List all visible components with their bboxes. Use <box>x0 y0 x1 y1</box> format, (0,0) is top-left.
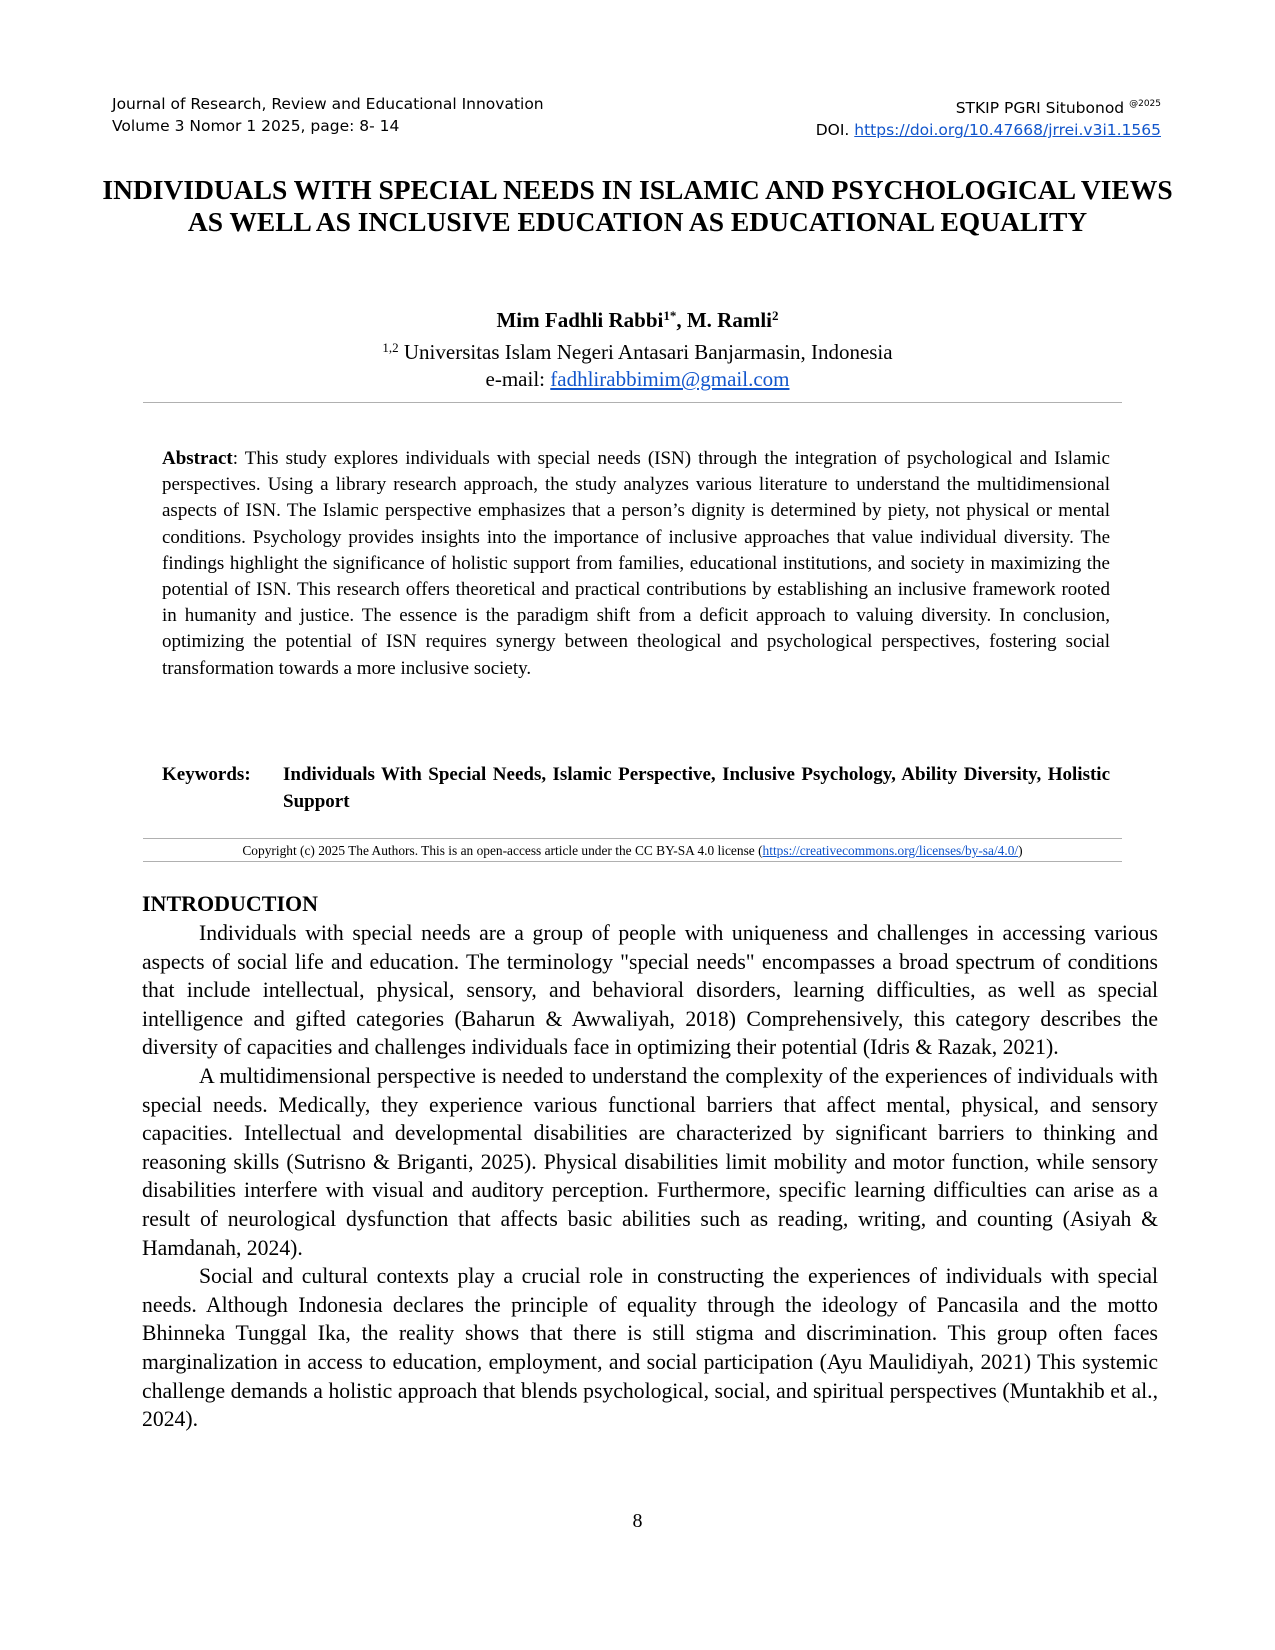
doi-label: DOI. <box>815 121 850 139</box>
keywords-label: Keywords: <box>162 764 251 785</box>
author-names: Mim Fadhli Rabbi$^{1*}$, M. Ramli$^2$ <box>496 308 779 332</box>
section-heading-introduction: INTRODUCTION <box>142 891 319 916</box>
abstract: Abstract: This study explores individuals with special needs (ISN) through the integration of psychological and Islamic perspectives. Using a library research approach, the study analyzes various literature to understand the multidimensional aspects of ISN. The Islamic perspective emphasizes that a person’s dignity is determined by piety, not physical or mental conditions. Psychology provides insights into the importance of inclusive approaches that value individual diversity. The findings highlight the significance of holistic support from families, educational institutions, and society in maximizing the potential of ISN. This research offers theoretical and practical contributions by establishing an inclusive framework rooted in humanity and justice. The essence is the paradigm shift from a deficit approach to valuing diversity. In conclusion, optimizing the potential of ISN requires synergy between theological and psychological perspectives, fostering social transformation towards a more inclusive society. <box>162 448 1110 679</box>
email-line <box>0 366 1275 393</box>
affiliation <box>0 334 1275 366</box>
author-1: Mim Fadhli Rabbi <box>496 308 664 332</box>
author-1-superscript: 1* <box>663 308 677 323</box>
abstract-text: This study explores individuals with special needs (ISN) through the integration of psychological and Islamic perspectives. Using a library research approach, the study analyzes various literature to understand the multidimensional aspects of ISN. The Islamic perspective emphasizes that a person’s dignity is determined by piety, not physical or mental conditions. Psychology provides insights into the importance of inclusive approaches that value individual diversity. The findings highlight the significance of holistic support from families, educational institutions, and society in maximizing the potential of ISN. This research offers theoretical and practical contributions by establishing an inclusive framework rooted in humanity and justice. The essence is the paradigm shift from a deficit approach to valuing diversity. In conclusion, optimizing the potential of ISN requires synergy between theological and psychological perspectives, fostering social transformation towards a more inclusive society. <box>162 448 1110 679</box>
author-block <box>0 302 1275 393</box>
paragraph: A multidimensional perspective is needed to understand the complexity of the experiences of individuals with special needs. Medically, they experience various functional barriers that affect mental, physical, and sensory capacities. Intellectual and developmental disabilities are characterized by significant barriers to thinking and reasoning skills (Sutrisno & Briganti, 2025). Physical disabilities limit mobility and motor function, while sensory disabilities interfere with visual and auditory perception. Furthermore, specific learning difficulties can arise as a result of neurological dysfunction that affects basic abilities such as reading, writing, and counting (Asiyah & Hamdanah, 2024). <box>142 1063 1158 1260</box>
affiliation-superscript: 1,2 <box>382 340 399 355</box>
email-link[interactable]: fadhlirabbimim@gmail.com <box>550 367 790 391</box>
paper-title: INDIVIDUALS WITH SPECIAL NEEDS IN ISLAMIC AND PSYCHOLOGICAL VIEWS AS WELL AS INCLUSIVE EDUCATION AS EDUCATIONAL EQUALITY <box>102 174 1173 237</box>
author-2-superscript: 2 <box>772 308 779 323</box>
volume-info: Volume 3 Nomor 1 2025, page: 8- 14 <box>112 117 400 135</box>
paragraph: Individuals with special needs are a group of people with uniqueness and challenges in accessing various aspects of social life and education. The terminology "special needs" encompasses a broad spectrum of conditions that include intellectual, physical, sensory, and behavioral disorders, learning difficulties, as well as special intelligence and gifted categories (Baharun & Awwaliyah, 2018) Comprehensively, this category describes the diversity of capacities and challenges individuals face in optimizing their potential (Idris & Razak, 2021). <box>142 921 1158 1060</box>
copyright-text: Copyright (c) 2025 The Authors. This is an open-access article under the CC BY-SA 4.0 license ( <box>242 843 763 858</box>
divider-top <box>143 402 1122 403</box>
divider-copyright-top <box>143 838 1122 839</box>
doi-line <box>816 119 1161 141</box>
doi-link[interactable]: https://doi.org/10.47668/jrrei.v3i1.1565 <box>854 121 1161 139</box>
publisher-line <box>816 93 1161 119</box>
abstract-label: Abstract <box>162 448 233 469</box>
author-2: M. Ramli <box>686 308 773 332</box>
divider-copyright-bottom <box>143 861 1122 862</box>
page-number: 8 <box>632 1510 643 1532</box>
keywords <box>162 762 1110 815</box>
publisher-name: STKIP PGRI Situbonod <box>955 99 1125 117</box>
publisher-superscript: @2025 <box>1129 99 1161 109</box>
paragraph: Social and cultural contexts play a crucial role in constructing the experiences of individuals with special needs. Although Indonesia declares the principle of equality through the ideology of Pancasila and the motto Bhinneka Tunggal Ika, the reality shows that there is still stigma and discrimination. This group often faces marginalization in access to education, employment, and social participation (Ayu Maulidiyah, 2021) This systemic challenge demands a holistic approach that blends psychological, social, and spiritual perspectives (Muntakhib et al., 2024). <box>142 1264 1158 1432</box>
running-header-left <box>112 93 544 137</box>
keywords-text: Individuals With Special Needs, Islamic Perspective, Inclusive Psychology, Ability Diversity, Holistic Support <box>283 764 1110 812</box>
introduction-body <box>142 919 1158 1434</box>
copyright-notice <box>143 842 1122 860</box>
license-link[interactable]: https://creativecommons.org/licenses/by-sa/4.0/ <box>762 843 1019 858</box>
journal-name: Journal of Research, Review and Educational Innovation <box>112 95 544 113</box>
email-label: e-mail: <box>485 367 546 391</box>
copyright-close: ) <box>1018 843 1023 858</box>
affiliation-text: Universitas Islam Negeri Antasari Banjarmasin, Indonesia <box>403 340 893 364</box>
running-header-right <box>816 93 1161 141</box>
